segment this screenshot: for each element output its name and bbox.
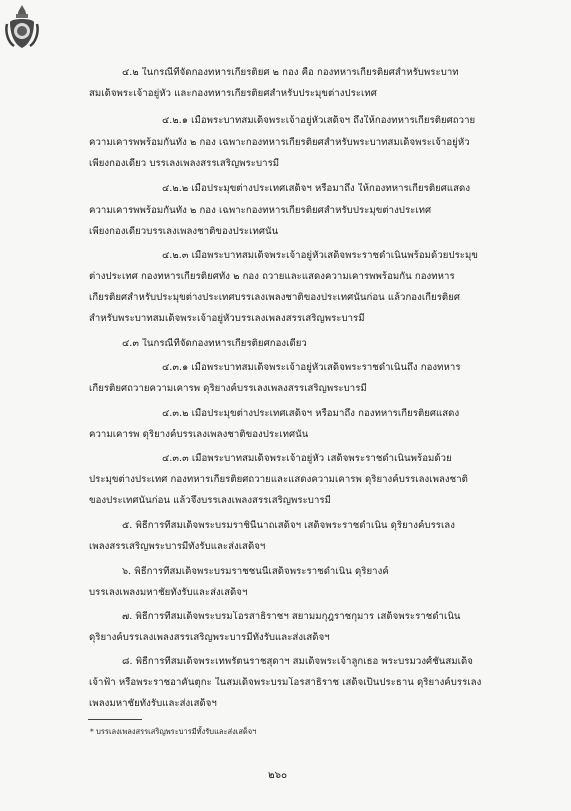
text-line: เพียงกองเดียว บรรเลงเพลงสรรเสริญพระบารมี [89,158,280,169]
text-line: ๖. พิธีการที่สมเด็จพระบรมราชชนนีเสด็จพระราชดำเนิน ดุริยางค์ [122,566,389,577]
footnote: * บรรเลงเพลงสรรเสริญพระบารมีทั้งรับและส่งเสด็จฯ [90,727,257,736]
text-line: ความเคารพพร้อมกันทั้ง ๒ กอง เฉพาะกองทหารเกียรติยศสำหรับประมุขต่างประเทศ [89,205,432,216]
text-line: ประมุขต่างประเทศ กองทหารเกียรติยศถวายและแสดงความเคารพ ดุริยางค์บรรเลงเพลงชาติ [89,474,468,485]
text-line: เพลงสรรเสริญพระบารมีทั้งรับและส่งเสด็จฯ [89,541,266,552]
emblem-logo [4,4,40,50]
text-line: ๔.๒ ในกรณีที่จัดกองทหารเกียรติยศ ๒ กอง คือ กองทหารเกียรติยศสำหรับพระบาท [122,67,459,78]
text-line: เพลงมหาชัยทั้งรับและส่งเสด็จฯ [89,698,217,709]
text-line: ดุริยางค์บรรเลงเพลงสรรเสริญพระบารมีทั้งรับและส่งเสด็จฯ [89,632,330,643]
text-line: สำหรับพระบาทสมเด็จพระเจ้าอยู่หัวบรรเลงเพลงสรรเสริญพระบารมี [89,313,365,324]
text-line: ๔.๒.๒ เมื่อประมุขต่างประเทศเสด็จฯ หรือมาถึง ให้กองทหารเกียรติยศแสดง [162,183,471,194]
text-line: ของประเทศนั้นก่อน แล้วจึงบรรเลงเพลงสรรเสริญพระบารมี [89,495,331,506]
text-line: ๔.๒.๓ เมื่อพระบาทสมเด็จพระเจ้าอยู่หัวเสด็จพระราชดำเนินพร้อมด้วยประมุข [162,250,478,261]
text-line: ความเคารพพร้อมกันทั้ง ๒ กอง เฉพาะกองทหารเกียรติยศสำหรับพระบาทสมเด็จพระเจ้าอยู่หัว [89,137,470,148]
text-line: ๔.๓.๓ เมื่อพระบาทสมเด็จพระเจ้าอยู่หัว เสด็จพระราชดำเนินพร้อมด้วย [162,453,452,464]
text-line: บรรเลงเพลงมหาชัยทั้งรับและส่งเสด็จฯ [89,587,248,598]
text-line: ๔.๓.๑ เมื่อพระบาทสมเด็จพระเจ้าอยู่หัวเสด็จพระราชดำเนินถึง กองทหาร [162,362,461,373]
text-line: ๔.๓.๒ เมื่อประมุขต่างประเทศเสด็จฯ หรือมาถึง กองทหารเกียรติยศแสดง [162,408,460,419]
text-line: ความเคารพ ดุริยางค์บรรเลงเพลงชาติของประเทศนั้น [89,429,309,440]
page-number: ๒๖๐ [268,770,288,781]
text-line: เพียงกองเดียวบรรเลงเพลงชาติของประเทศนั้น [89,226,279,237]
text-line: ๗. พิธีการที่สมเด็จพระบรมโอรสาธิราชฯ สยามมกุฎราชกุมาร เสด็จพระราชดำเนิน [122,611,461,622]
text-line: เกียรติยศสำหรับประมุขต่างประเทศบรรเลงเพลงชาติของประเทศนั้นก่อน แล้วกองเกียรติยศ [89,292,461,303]
text-line: ๔.๒.๑ เมื่อพระบาทสมเด็จพระเจ้าอยู่หัวเสด็จฯ ถึงให้กองทหารเกียรติยศถวาย [162,115,476,126]
text-line: ๕. พิธีการที่สมเด็จพระบรมราชินีนาถเสด็จฯ เสด็จพระราชดำเนิน ดุริยางค์บรรเลง [122,520,455,531]
text-line: ๔.๓ ในกรณีที่จัดกองทหารเกียรติยศกองเดียว [122,338,307,349]
footnote-divider [88,719,142,720]
text-line: เกียรติยศถวายความเคารพ ดุริยางค์บรรเลงเพลงสรรเสริญพระบารมี [89,383,367,394]
text-line: เจ้าฟ้า หรือพระราชอาคันตุกะ ในสมเด็จพระบรมโอรสาธิราช เสด็จเป็นประธาน ดุริยางค์บรรเลง [89,677,482,688]
text-line: สมเด็จพระเจ้าอยู่หัว และกองทหารเกียรติยศสำหรับประมุขต่างประเทศ [89,88,377,99]
text-line: ๘. พิธีการที่สมเด็จพระเทพรัตนราชสุดาฯ สมเด็จพระเจ้าลูกเธอ พระบรมวงศ์ชั้นสมเด็จ [122,656,473,667]
text-line: ต่างประเทศ กองทหารเกียรติยศทั้ง ๒ กอง ถวายและแสดงความเคารพพร้อมกัน กองทหาร [89,271,455,282]
